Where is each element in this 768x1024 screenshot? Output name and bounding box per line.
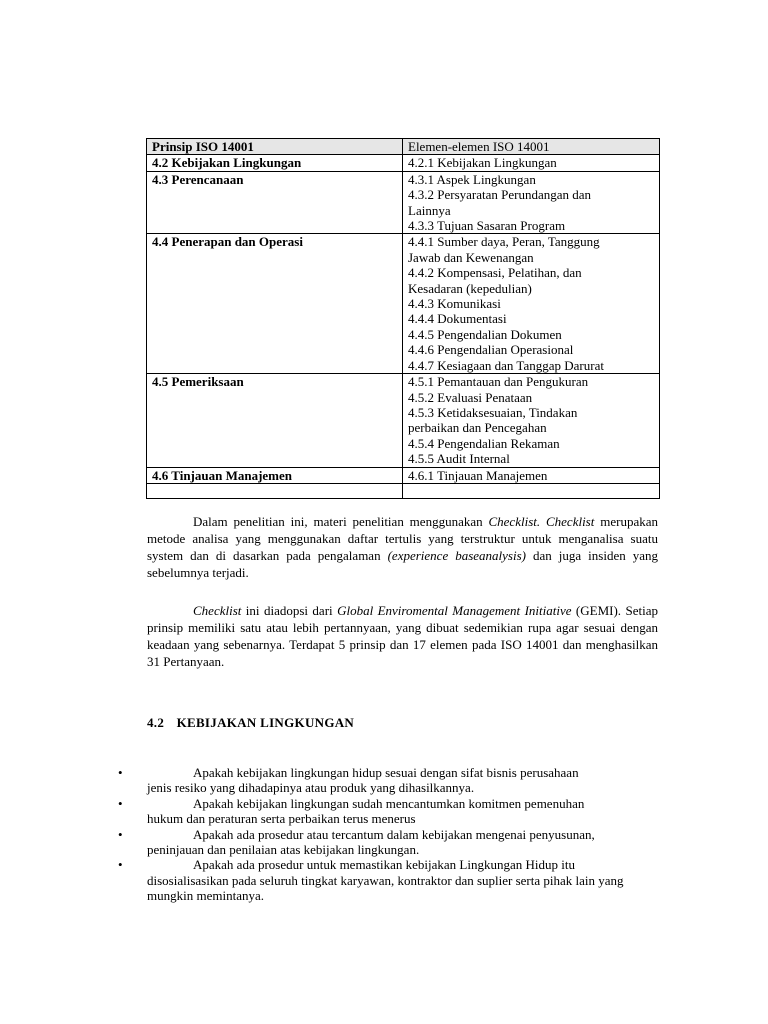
table-row bbox=[147, 155, 660, 171]
section-heading bbox=[147, 715, 354, 730]
element-line: 4.4.1 Sumber daya, Peran, Tanggung bbox=[408, 234, 600, 250]
bullet-icon: • bbox=[118, 826, 123, 842]
paragraph-text: merupakan metode analisa yang menggunakan daftar tertulis yang terstruktur untuk menganalisa suatu system dan di dasarkan pada pengalaman bbox=[147, 514, 658, 563]
element-line: 4.5.2 Evaluasi Penataan bbox=[408, 389, 533, 405]
bullet-icon: • bbox=[118, 795, 123, 811]
list-item-first-line: Apakah kebijakan lingkungan hidup sesuai dengan sifat bisnis perusahaan bbox=[193, 765, 579, 780]
table-row bbox=[147, 374, 660, 467]
elements-cell bbox=[403, 467, 660, 483]
list-item-first-line: Apakah kebijakan lingkungan sudah mencantumkan komitmen pemenuhan bbox=[193, 795, 585, 811]
principle-cell: 4.2 Kebijakan Lingkungan bbox=[147, 155, 403, 171]
element-line: 4.5.4 Pengendalian Rekaman bbox=[408, 435, 560, 451]
paragraph-italic: Checklist. Checklist bbox=[488, 514, 595, 529]
paragraph-text: Dalam penelitian ini, materi penelitian menggunakan bbox=[193, 514, 489, 529]
element-line: 4.5.5 Audit Internal bbox=[408, 451, 510, 467]
element-line: 4.4.6 Pengendalian Operasional bbox=[408, 342, 574, 358]
question-list bbox=[118, 765, 658, 904]
list-item bbox=[118, 827, 658, 858]
element-line: Jawab dan Kewenangan bbox=[408, 249, 534, 265]
element-line: 4.5.1 Pemantauan dan Pengukuran bbox=[408, 374, 589, 390]
element-line: 4.6.1 Tinjauan Manajemen bbox=[408, 467, 548, 483]
element-line: 4.3.3 Tujuan Sasaran Program bbox=[408, 218, 566, 234]
list-item-first-line: Apakah ada prosedur atau tercantum dalam kebijakan mengenai penyusunan, bbox=[193, 826, 595, 842]
paragraph-italic: Global Enviromental Management Initiative bbox=[337, 603, 572, 618]
header-elements: Elemen-elemen ISO 14001 bbox=[403, 139, 660, 155]
element-line: Kesadaran (kepedulian) bbox=[408, 280, 532, 296]
principle-cell: 4.4 Penerapan dan Operasi bbox=[147, 234, 403, 374]
paragraph-text: dan juga insiden yang sebelumnya terjadi. bbox=[147, 548, 659, 580]
list-item-rest: peninjauan dan penilaian atas kebijakan lingkungan. bbox=[147, 842, 420, 858]
list-item-first-line: Apakah ada prosedur untuk memastikan kebijakan Lingkungan Hidup itu bbox=[193, 857, 575, 873]
section-number: 4.2 bbox=[147, 715, 165, 730]
bullet-icon: • bbox=[118, 765, 123, 780]
principle-cell: 4.5 Pemeriksaan bbox=[147, 374, 403, 467]
element-line: 4.4.3 Komunikasi bbox=[408, 296, 501, 312]
list-item bbox=[118, 765, 658, 796]
element-line: 4.4.4 Dokumentasi bbox=[408, 311, 507, 327]
section-title: KEBIJAKAN LINGKUNGAN bbox=[176, 715, 355, 730]
paragraph-checklist-method bbox=[147, 513, 658, 581]
element-line: 4.4.7 Kesiagaan dan Tanggap Darurat bbox=[408, 357, 604, 373]
paragraph-text: (GEMI). Setiap prinsip memiliki satu atau lebih pertannyaan, yang dibuat sedemikian rupa agar sesuai dengan keadaan yang sebenarnya. Terdapat 5 prinsip dan 17 elemen pada ISO 14001 dan menghasilkan 31 Pertanyaan. bbox=[147, 603, 658, 669]
elements-cell bbox=[403, 374, 660, 467]
list-item bbox=[118, 796, 658, 827]
empty-cell bbox=[147, 483, 403, 498]
elements-cell bbox=[403, 234, 660, 374]
element-line: 4.4.5 Pengendalian Dokumen bbox=[408, 326, 562, 342]
element-line: 4.5.3 Ketidaksesuaian, Tindakan bbox=[408, 404, 578, 420]
table-row bbox=[147, 171, 660, 234]
header-principle: Prinsip ISO 14001 bbox=[147, 139, 403, 155]
bullet-icon: • bbox=[118, 857, 123, 873]
paragraph-text: ini diadopsi dari bbox=[241, 603, 338, 618]
element-line: 4.2.1 Kebijakan Lingkungan bbox=[408, 155, 557, 171]
iso-14001-table bbox=[146, 138, 660, 499]
empty-table-row bbox=[147, 483, 660, 498]
element-line: Lainnya bbox=[408, 202, 451, 218]
paragraph-italic: (experience baseanalysis) bbox=[387, 548, 526, 563]
table-row bbox=[147, 467, 660, 483]
paragraph-italic: Checklist bbox=[193, 603, 242, 618]
empty-cell bbox=[403, 483, 660, 498]
list-item-rest: jenis resiko yang dihadapinya atau produk yang dihasilkannya. bbox=[147, 780, 475, 796]
table-row bbox=[147, 234, 660, 374]
table-header-row bbox=[147, 139, 660, 155]
element-line: 4.3.1 Aspek Lingkungan bbox=[408, 171, 536, 187]
principle-cell: 4.3 Perencanaan bbox=[147, 171, 403, 234]
list-item-rest: hukum dan peraturan serta perbaikan terus menerus bbox=[147, 811, 416, 827]
list-item bbox=[118, 857, 658, 903]
element-line: 4.4.2 Kompensasi, Pelatihan, dan bbox=[408, 265, 582, 281]
element-line: 4.3.2 Persyaratan Perundangan dan bbox=[408, 187, 592, 203]
elements-cell bbox=[403, 171, 660, 234]
paragraph-gemi-adoption bbox=[147, 602, 658, 670]
list-item-rest: disosialisasikan pada seluruh tingkat karyawan, kontraktor dan suplier serta pihak lain yang mungkin memintanya. bbox=[147, 872, 624, 904]
elements-cell bbox=[403, 155, 660, 171]
principle-cell: 4.6 Tinjauan Manajemen bbox=[147, 467, 403, 483]
element-line: perbaikan dan Pencegahan bbox=[408, 420, 547, 436]
